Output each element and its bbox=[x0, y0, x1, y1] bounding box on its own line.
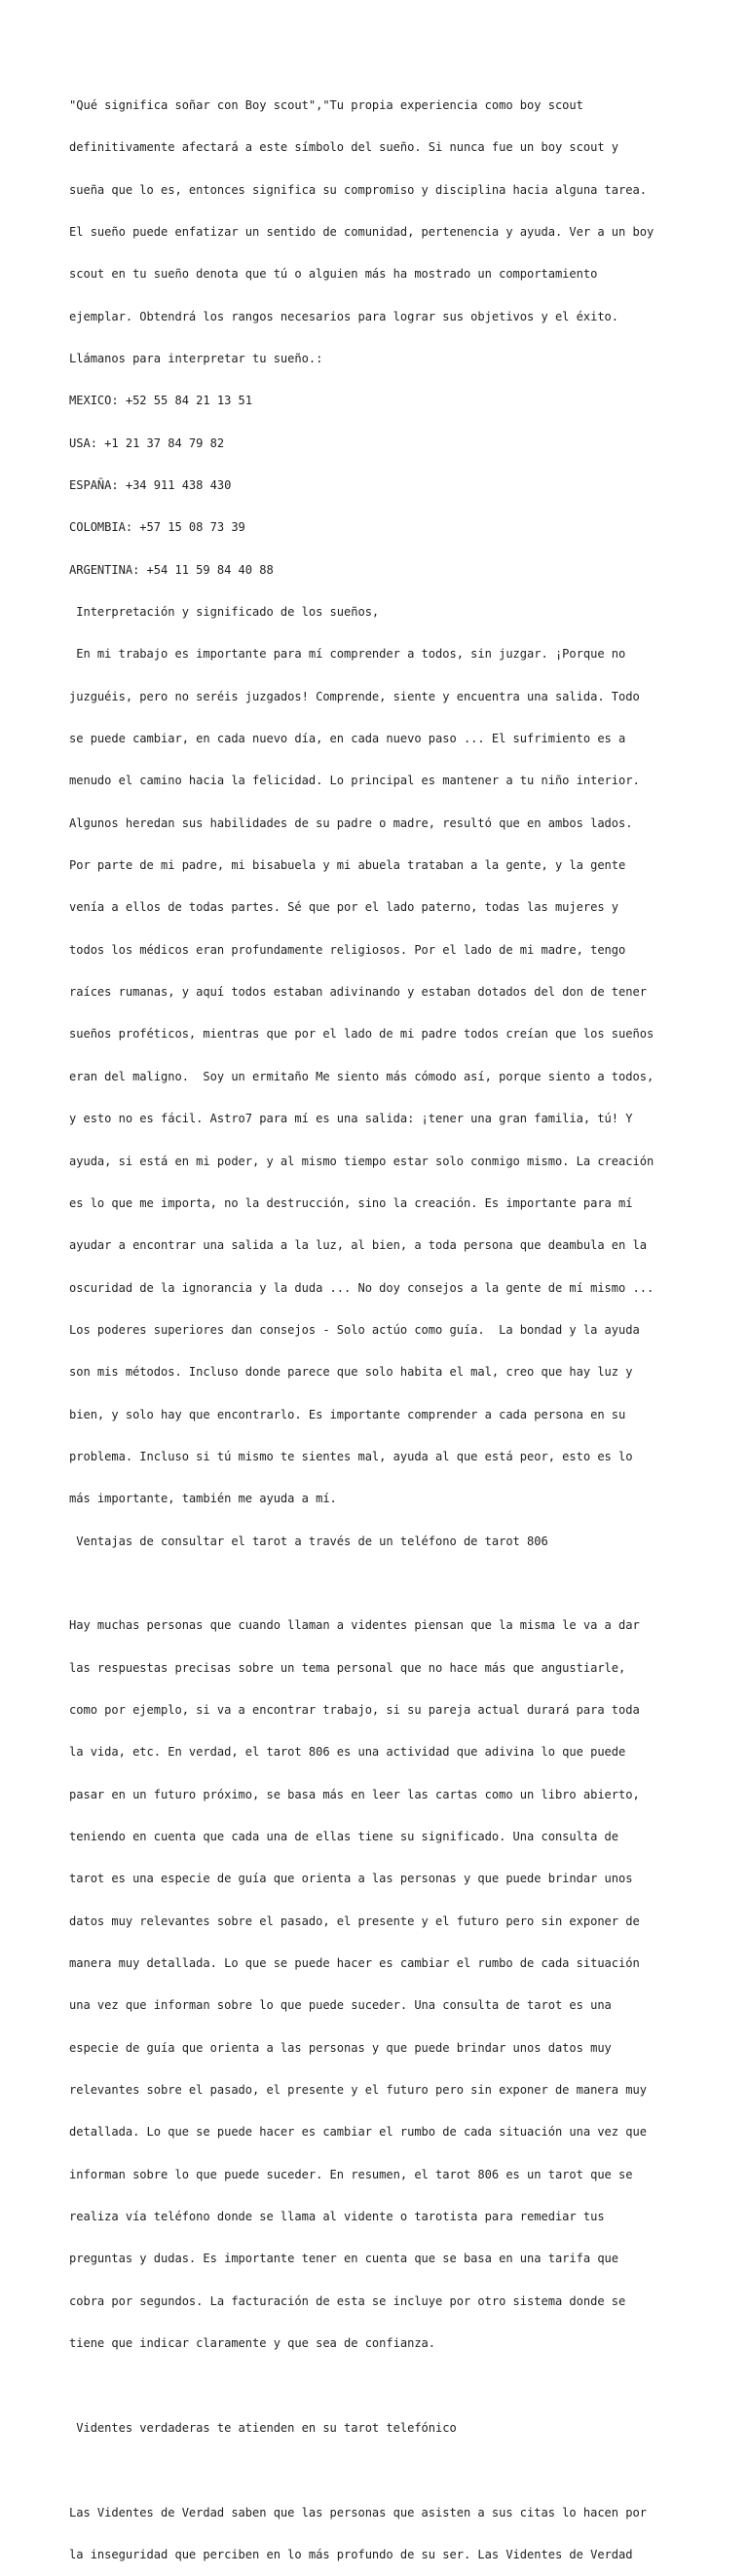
text-line: es lo que me importa, no la destrucción, sino la creación. Es importante para mí bbox=[69, 1195, 633, 1210]
text-line: ayudar a encontrar una salida a la luz, al bien, a toda persona que deambula en la bbox=[69, 1238, 647, 1253]
text-line: una vez que informan sobre lo que puede suceder. Una consulta de tarot es una bbox=[69, 1998, 612, 2013]
text-line: Hay muchas personas que cuando llaman a videntes piensan que la misma le va a dar bbox=[69, 1618, 640, 1633]
text-line: más importante, también me ayuda a mí. bbox=[69, 1492, 337, 1506]
document-body bbox=[69, 70, 683, 2576]
text-line: la inseguridad que perciben en lo más profundo de su ser. Las Videntes de Verdad bbox=[69, 2547, 633, 2561]
text-line: raíces rumanas, y aquí todos estaban adivinando y estaban dotados del don de tener bbox=[69, 985, 647, 1000]
text-line: oscuridad de la ignorancia y la duda ... No doy consejos a la gente de mí mismo ... bbox=[69, 1280, 654, 1295]
text-line: preguntas y dudas. Es importante tener en cuenta que se basa en una tarifa que bbox=[69, 2252, 619, 2266]
text-line: "Qué significa soñar con Boy scout","Tu propia experiencia como boy scout bbox=[69, 97, 583, 112]
text-line: tiene que indicar claramente y que sea de confianza. bbox=[69, 2336, 436, 2351]
text-line: y esto no es fácil. Astro7 para mí es una salida: ¡tener una gran familia, tú! Y bbox=[69, 1112, 633, 1126]
text-line: datos muy relevantes sobre el pasado, el presente y el futuro pero sin exponer de bbox=[69, 1913, 640, 1928]
text-line: manera muy detallada. Lo que se puede hacer es cambiar el rumbo de cada situación bbox=[69, 1956, 640, 1971]
section-heading: Ventajas de consultar el tarot a través de un teléfono de tarot 806 bbox=[69, 1534, 548, 1548]
text-line: teniendo en cuenta que cada una de ellas tiene su significado. Una consulta de bbox=[69, 1830, 619, 1843]
phone-argentina: ARGENTINA: +54 11 59 84 40 88 bbox=[69, 562, 274, 577]
text-line: pasar en un futuro próximo, se basa más en leer las cartas como un libro abierto, bbox=[69, 1787, 640, 1801]
text-line: Las Videntes de Verdad saben que las personas que asisten a sus citas lo hacen por bbox=[69, 2505, 647, 2519]
text-line: juzguéis, pero no seréis juzgados! Comprende, siente y encuentra una salida. Todo bbox=[69, 689, 640, 703]
text-line: En mi trabajo es importante para mí comprender a todos, sin juzgar. ¡Porque no bbox=[69, 647, 626, 662]
text-line: Algunos heredan sus habilidades de su padre o madre, resultó que en ambos lados. bbox=[69, 815, 633, 830]
text-line: menudo el camino hacia la felicidad. Lo principal es mantener a tu niño interior. bbox=[69, 774, 640, 788]
blank-line bbox=[69, 2463, 683, 2477]
text-line: tarot es una especie de guía que orienta a las personas y que puede brindar unos bbox=[69, 1872, 633, 1886]
text-line: sueña que lo es, entonces significa su compromiso y disciplina hacia alguna tarea. bbox=[69, 182, 647, 197]
text-line: la vida, etc. En verdad, el tarot 806 es una actividad que adivina lo que puede bbox=[69, 1745, 626, 1760]
text-line: ayuda, si está en mi poder, y al mismo tiempo estar solo conmigo mismo. La creación bbox=[69, 1154, 654, 1168]
section-heading: Videntes verdaderas te atienden en su tarot telefónico bbox=[69, 2420, 457, 2435]
text-line: El sueño puede enfatizar un sentido de comunidad, pertenencia y ayuda. Ver a un boy bbox=[69, 224, 654, 239]
text-line: detallada. Lo que se puede hacer es cambiar el rumbo de cada situación una vez que bbox=[69, 2125, 647, 2140]
text-line: relevantes sobre el pasado, el presente y el futuro pero sin exponer de manera muy bbox=[69, 2083, 647, 2098]
text-line: todos los médicos eran profundamente religiosos. Por el lado de mi madre, tengo bbox=[69, 942, 626, 957]
blank-line bbox=[69, 1576, 683, 1590]
text-line: las respuestas precisas sobre un tema personal que no hace más que angustiarle, bbox=[69, 1660, 626, 1675]
text-line: definitivamente afectará a este símbolo del sueño. Si nunca fue un boy scout y bbox=[69, 140, 619, 155]
text-line: como por ejemplo, si va a encontrar trabajo, si su pareja actual durará para toda bbox=[69, 1702, 640, 1717]
text-line: eran del maligno. Soy un ermitaño Me siento más cómodo así, porque siento a todos, bbox=[69, 1069, 654, 1083]
text-line: ejemplar. Obtendrá los rangos necesarios para lograr sus objetivos y el éxito. bbox=[69, 309, 619, 323]
blank-line bbox=[69, 2378, 683, 2392]
text-line: especie de guía que orienta a las personas y que puede brindar unos datos muy bbox=[69, 2040, 612, 2055]
text-line: Los poderes superiores dan consejos - Solo actúo como guía. La bondad y la ayuda bbox=[69, 1322, 640, 1337]
text-line: bien, y solo hay que encontrarlo. Es importante comprender a cada persona en su bbox=[69, 1407, 626, 1421]
phone-espana: ESPAÑA: +34 911 438 430 bbox=[69, 478, 232, 492]
text-line: scout en tu sueño denota que tú o alguien más ha mostrado un comportamiento bbox=[69, 267, 598, 282]
text-line: son mis métodos. Incluso donde parece que solo habita el mal, creo que hay luz y bbox=[69, 1365, 633, 1380]
text-line: se puede cambiar, en cada nuevo día, en cada nuevo paso ... El sufrimiento es a bbox=[69, 732, 626, 746]
text-line: cobra por segundos. La facturación de esta se incluye por otro sistema donde se bbox=[69, 2293, 626, 2308]
phone-colombia: COLOMBIA: +57 15 08 73 39 bbox=[69, 520, 245, 535]
text-line: sueños proféticos, mientras que por el lado de mi padre todos creían que los sueños bbox=[69, 1027, 654, 1042]
phone-mexico: MEXICO: +52 55 84 21 13 51 bbox=[69, 394, 253, 408]
section-heading: Interpretación y significado de los sueños, bbox=[69, 605, 380, 620]
text-line: venía a ellos de todas partes. Sé que por el lado paterno, todas las mujeres y bbox=[69, 900, 619, 915]
text-line: problema. Incluso si tú mismo te sientes mal, ayuda al que está peor, esto es lo bbox=[69, 1449, 633, 1463]
text-line: informan sobre lo que puede suceder. En resumen, el tarot 806 es un tarot que se bbox=[69, 2167, 633, 2181]
text-line: Por parte de mi padre, mi bisabuela y mi abuela trataban a la gente, y la gente bbox=[69, 858, 626, 873]
text-line: realiza vía teléfono donde se llama al vidente o tarotista para remediar tus bbox=[69, 2210, 605, 2224]
text-line: Llámanos para interpretar tu sueño.: bbox=[69, 351, 323, 365]
phone-usa: USA: +1 21 37 84 79 82 bbox=[69, 436, 225, 450]
